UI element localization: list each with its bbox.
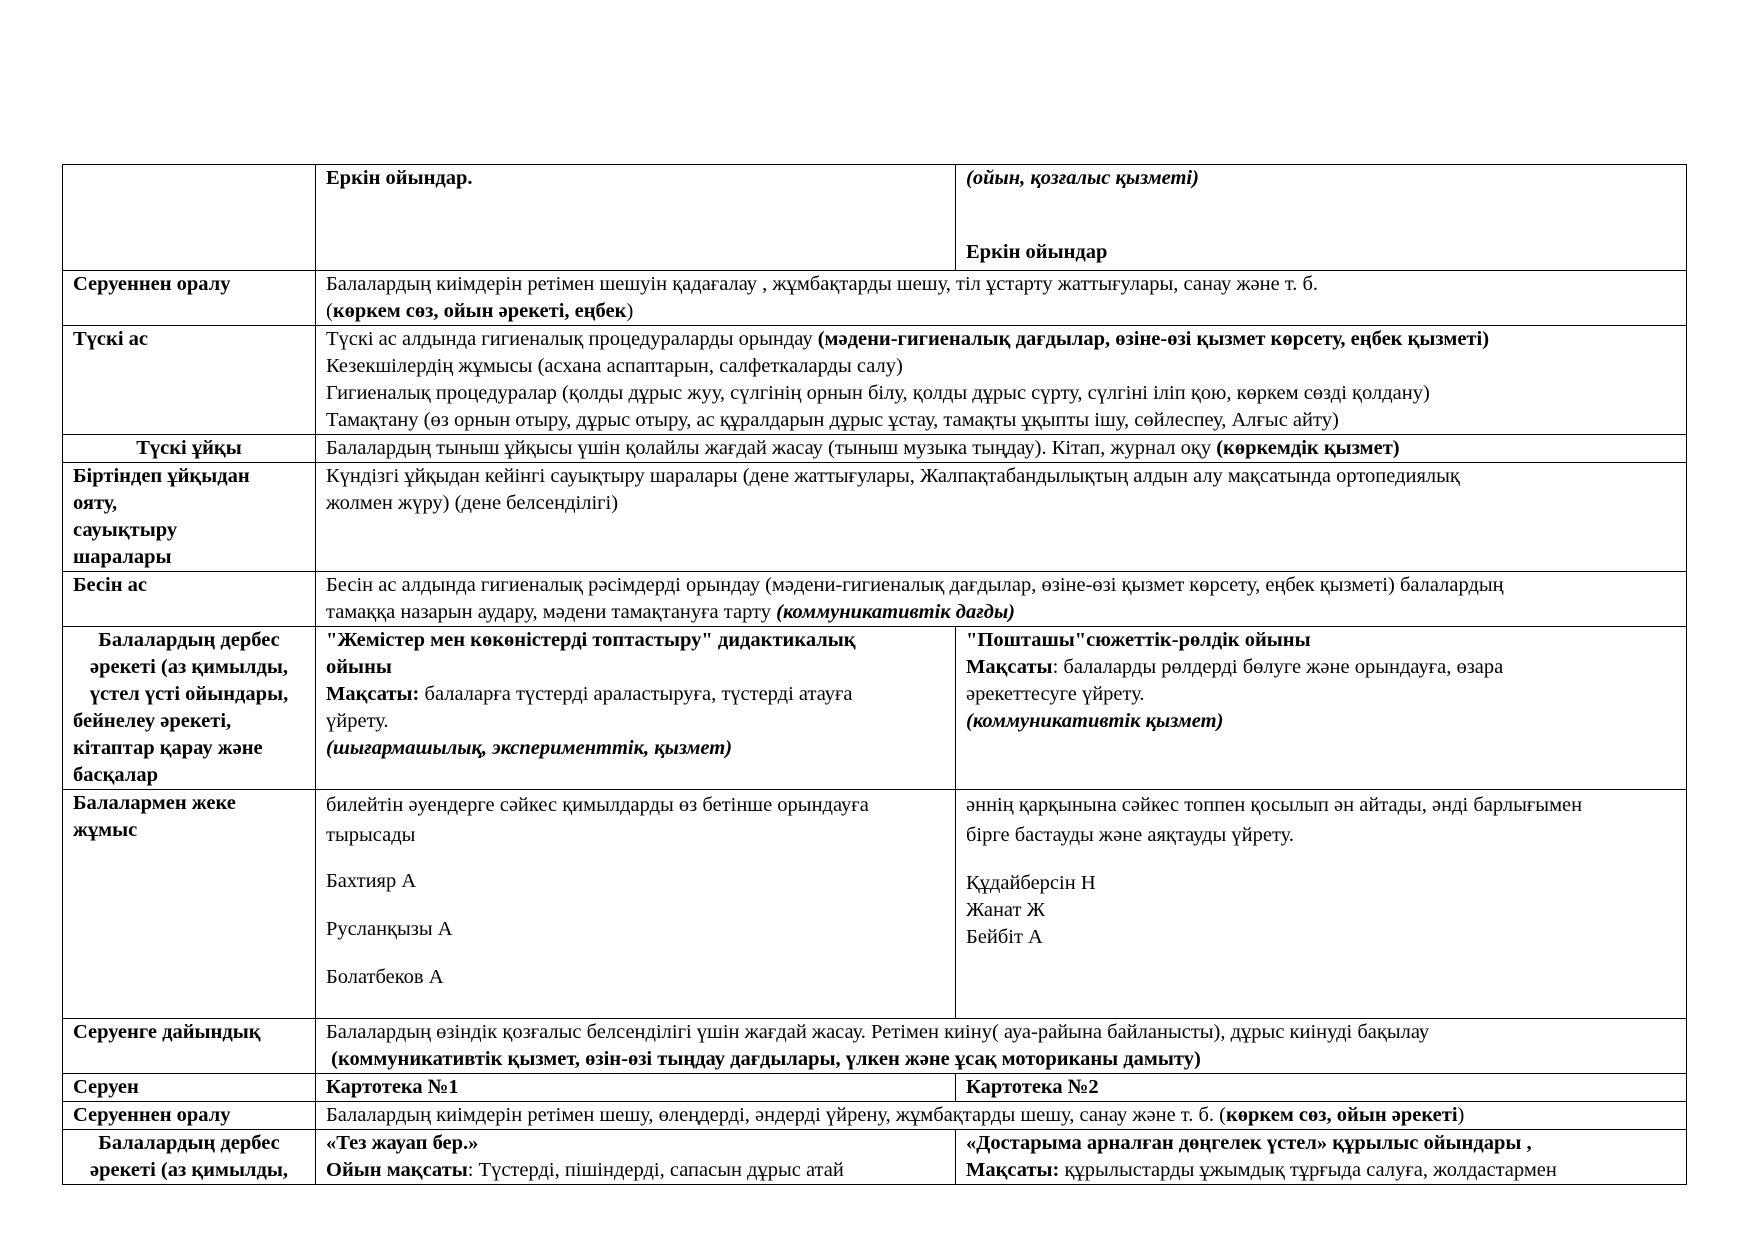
table-row xyxy=(63,1130,1687,1185)
row-label-cell: Түскі ұйқы xyxy=(63,435,316,463)
table-row xyxy=(63,435,1687,463)
activity-cell: Балалардың тыныш ұйқысы үшін қолайлы жағдай жасау (тыныш музыка тыңдау). Кітап, журнал оқу (көркемдік қызмет) xyxy=(316,435,1687,463)
table-row xyxy=(63,326,1687,435)
row-label-cell: Түскі ас xyxy=(63,326,316,435)
table-row xyxy=(63,1019,1687,1074)
table-row xyxy=(63,790,1687,1019)
activity-cell: "Пошташы"сюжеттік-рөлдік ойыны Мақсаты: балаларды рөлдерді бөлуге және орындауға, өзара әрекеттесуге үйрету. (коммуникативтік қызмет) xyxy=(956,627,1687,790)
table-row xyxy=(63,463,1687,572)
table-row xyxy=(63,271,1687,326)
activity-cell: әннің қарқынына сәйкес топпен қосылып ән айтады, әнді барлығымен бірге бастауды және аяқтауды үйрету. Құдайберсін Н Жанат Ж Бейбіт А xyxy=(956,790,1687,1019)
row-label-cell xyxy=(63,165,316,271)
activity-cell: Балалардың киімдерін ретімен шешу, өлеңдерді, әндерді үйрену, жұмбақтарды шешу, санау және т. б. (көркем сөз, ойын әрекеті) xyxy=(316,1102,1687,1130)
activity-cell: Картотека №2 xyxy=(956,1074,1687,1102)
table-row xyxy=(63,1074,1687,1102)
row-label-cell: Балалардың дербес әрекеті (аз қимылды, xyxy=(63,1130,316,1185)
row-label-cell: Бесін ас xyxy=(63,572,316,627)
activity-cell: «Достарыма арналған дөңгелек үстел» құрылыс ойындары , Мақсаты: құрылыстарды ұжымдық тұрғыда салуға, жолдастармен xyxy=(956,1130,1687,1185)
row-label-cell: Серуеннен оралу xyxy=(63,271,316,326)
row-label-cell: Серуенге дайындық xyxy=(63,1019,316,1074)
daily-plan-table xyxy=(62,164,1687,1185)
activity-cell: (ойын, қозғалыс қызметі) Еркін ойындар xyxy=(956,165,1687,271)
activity-cell: Еркін ойындар. xyxy=(316,165,956,271)
activity-cell: "Жемістер мен көкөністерді топтастыру" дидактикалық ойыны Мақсаты: балаларға түстерді араластыруға, түстерді атауға үйрету. (шығармашылық, эксперименттік, қызмет) xyxy=(316,627,956,790)
table-row xyxy=(63,572,1687,627)
table-row xyxy=(63,627,1687,790)
row-label-cell: Серуен xyxy=(63,1074,316,1102)
row-label-cell: Біртіндеп ұйқыдан ояту, сауықтыру шаралары xyxy=(63,463,316,572)
activity-cell: Бесін ас алдында гигиеналық рәсімдерді орындау (мәдени-гигиеналық дағдылар, өзіне-өзі қызмет көрсету, еңбек қызметі) балалардың тамаққа назарын аудару, мәдени тамақтануға тарту (коммуникативтік дағды) xyxy=(316,572,1687,627)
activity-cell: «Тез жауап бер.» Ойын мақсаты: Түстерді, пішіндерді, сапасын дұрыс атай xyxy=(316,1130,956,1185)
table-row xyxy=(63,1102,1687,1130)
activity-cell: билейтін әуендерге сәйкес қимылдарды өз бетінше орындауға тырысады Бахтияр А Русланқызы А Болатбеков А xyxy=(316,790,956,1019)
row-label-cell: Серуеннен оралу xyxy=(63,1102,316,1130)
row-label-cell: Балалардың дербес әрекеті (аз қимылды, үстел үсті ойындары, бейнелеу әрекеті, кітаптар қарау және басқалар xyxy=(63,627,316,790)
table-row xyxy=(63,165,1687,271)
activity-cell: Картотека №1 xyxy=(316,1074,956,1102)
activity-cell: Балалардың киімдерін ретімен шешуін қадағалау , жұмбақтарды шешу, тіл ұстарту жаттығулары, санау және т. б. (көркем сөз, ойын әрекеті, еңбек) xyxy=(316,271,1687,326)
activity-cell: Түскі ас алдында гигиеналық процедураларды орындау (мәдени-гигиеналық дағдылар, өзіне-өзі қызмет көрсету, еңбек қызметі) Кезекшілердің жұмысы (асхана аспаптарын, салфеткаларды салу) Гигиеналық процедуралар (қолды дұрыс жуу, сүлгінің орнын білу, қолды дұрыс сүрту, сүлгіні іліп қою, көркем сөзді қолдану) Тамақтану (өз орнын отыру, дұрыс отыру, ас құралдарын дұрыс ұстау, тамақты ұқыпты ішу, сөйлеспеу, Алғыс айту) xyxy=(316,326,1687,435)
activity-cell: Күндізгі ұйқыдан кейінгі сауықтыру шаралары (дене жаттығулары, Жалпақтабандылықтың алдын алу мақсатында ортопедиялық жолмен жүру) (дене белсенділігі) xyxy=(316,463,1687,572)
row-label-cell: Балалармен жеке жұмыс xyxy=(63,790,316,1019)
activity-cell: Балалардың өзіндік қозғалыс белсенділігі үшін жағдай жасау. Ретімен киіну( ауа-райына байланысты), дұрыс киінуді бақылау (коммуникативтік қызмет, өзін-өзі тыңдау дағдылары, үлкен және ұсақ моториканы дамыту) xyxy=(316,1019,1687,1074)
